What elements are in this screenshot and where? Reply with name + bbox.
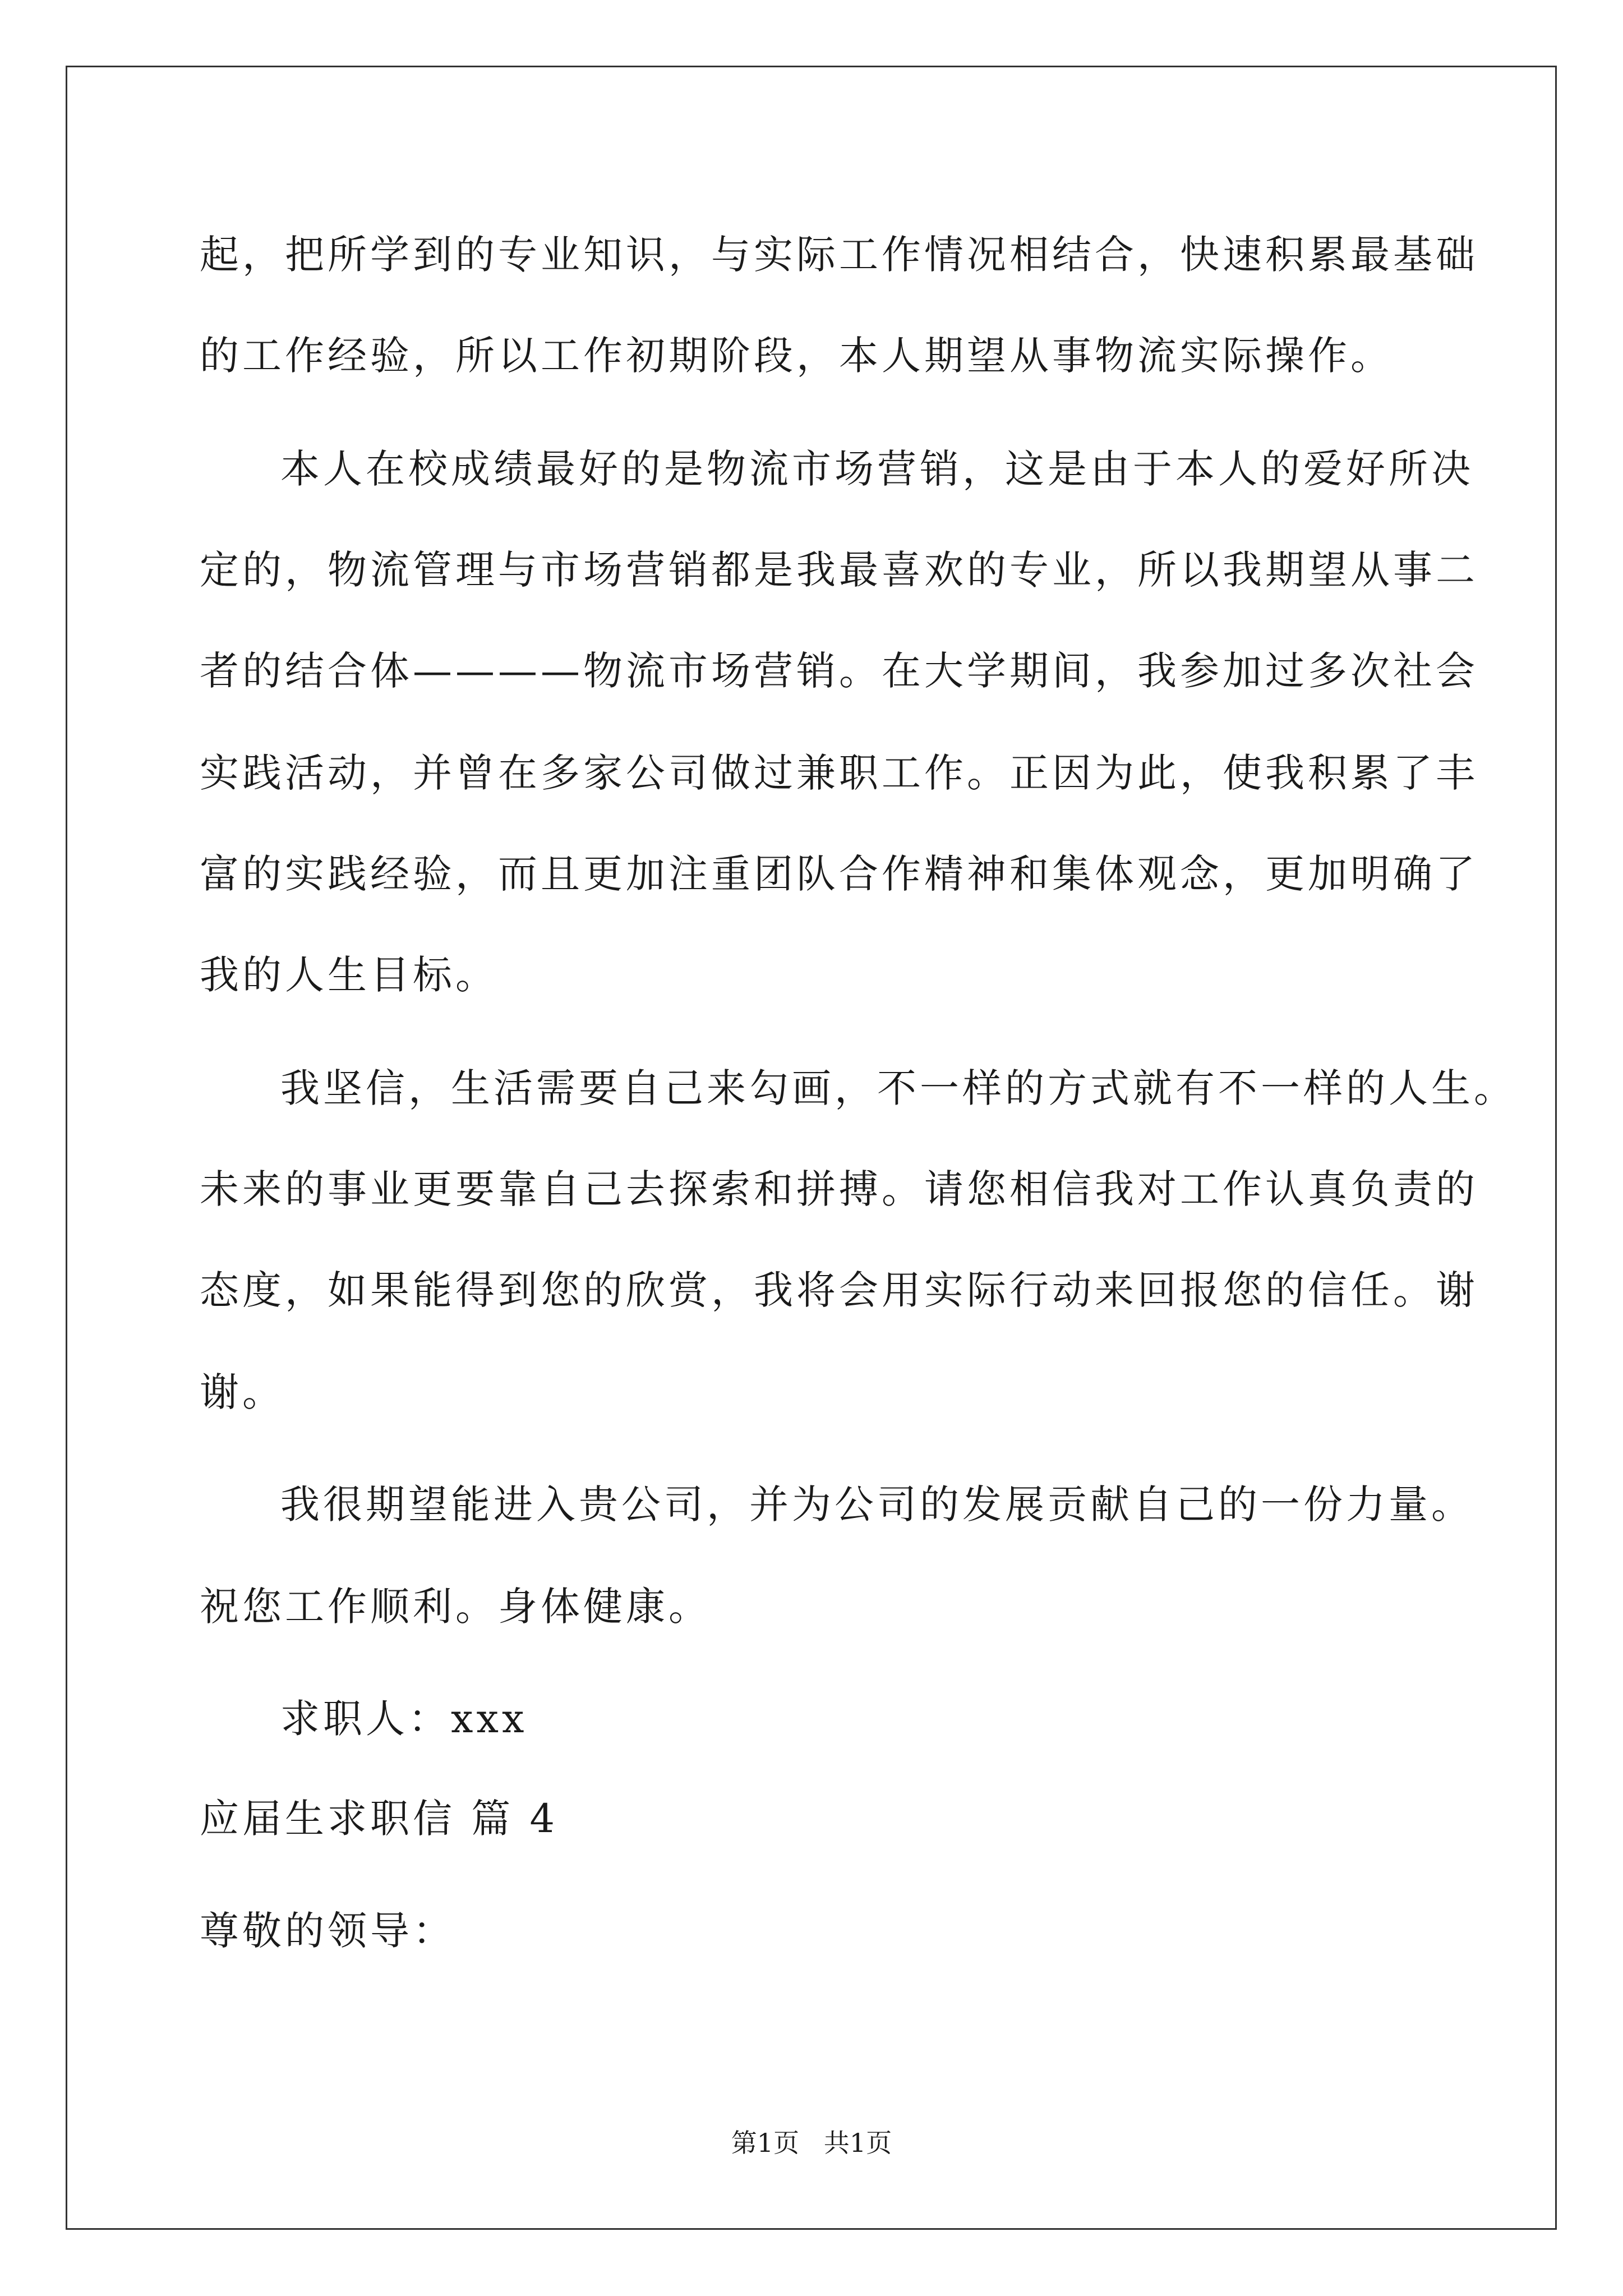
- text-line: 的工作经验，所以工作初期阶段，本人期望从事物流实际操作。: [200, 333, 1393, 379]
- text-line: 实践活动，并曾在多家公司做过兼职工作。正因为此，使我积累了丰: [200, 750, 1478, 796]
- text-line: 祝您工作顺利。身体健康。: [200, 1584, 711, 1630]
- signature-line: 求职人：xxx: [280, 1696, 528, 1742]
- text-line: 者的结合体————物流市场营销。在大学期间，我参加过多次社会: [200, 648, 1478, 694]
- salutation: 尊敬的领导：: [200, 1908, 455, 1954]
- text-line: 定的，物流管理与市场营销都是我最喜欢的专业，所以我期望从事二: [200, 547, 1478, 593]
- text-line: 态度，如果能得到您的欣赏，我将会用实际行动来回报您的信任。谢: [200, 1267, 1478, 1313]
- text-line: 本人在校成绩最好的是物流市场营销，这是由于本人的爱好所决: [280, 446, 1474, 492]
- section-heading: 应届生求职信 篇 4: [200, 1796, 559, 1842]
- text-line: 我的人生目标。: [200, 952, 498, 998]
- text-line: 未来的事业更要靠自己去探索和拼搏。请您相信我对工作认真负责的: [200, 1166, 1478, 1212]
- text-line: 起，把所学到的专业知识，与实际工作情况相结合，快速积累最基础: [200, 232, 1478, 278]
- text-line: 富的实践经验，而且更加注重团队合作精神和集体观念，更加明确了: [200, 851, 1478, 897]
- page-footer: 第1页 共1页: [731, 2128, 892, 2158]
- text-line: 我很期望能进入贵公司，并为公司的发展贡献自己的一份力量。: [280, 1481, 1474, 1527]
- text-line: 谢。: [200, 1369, 285, 1415]
- text-line: 我坚信，生活需要自己来勾画，不一样的方式就有不一样的人生。: [280, 1065, 1516, 1111]
